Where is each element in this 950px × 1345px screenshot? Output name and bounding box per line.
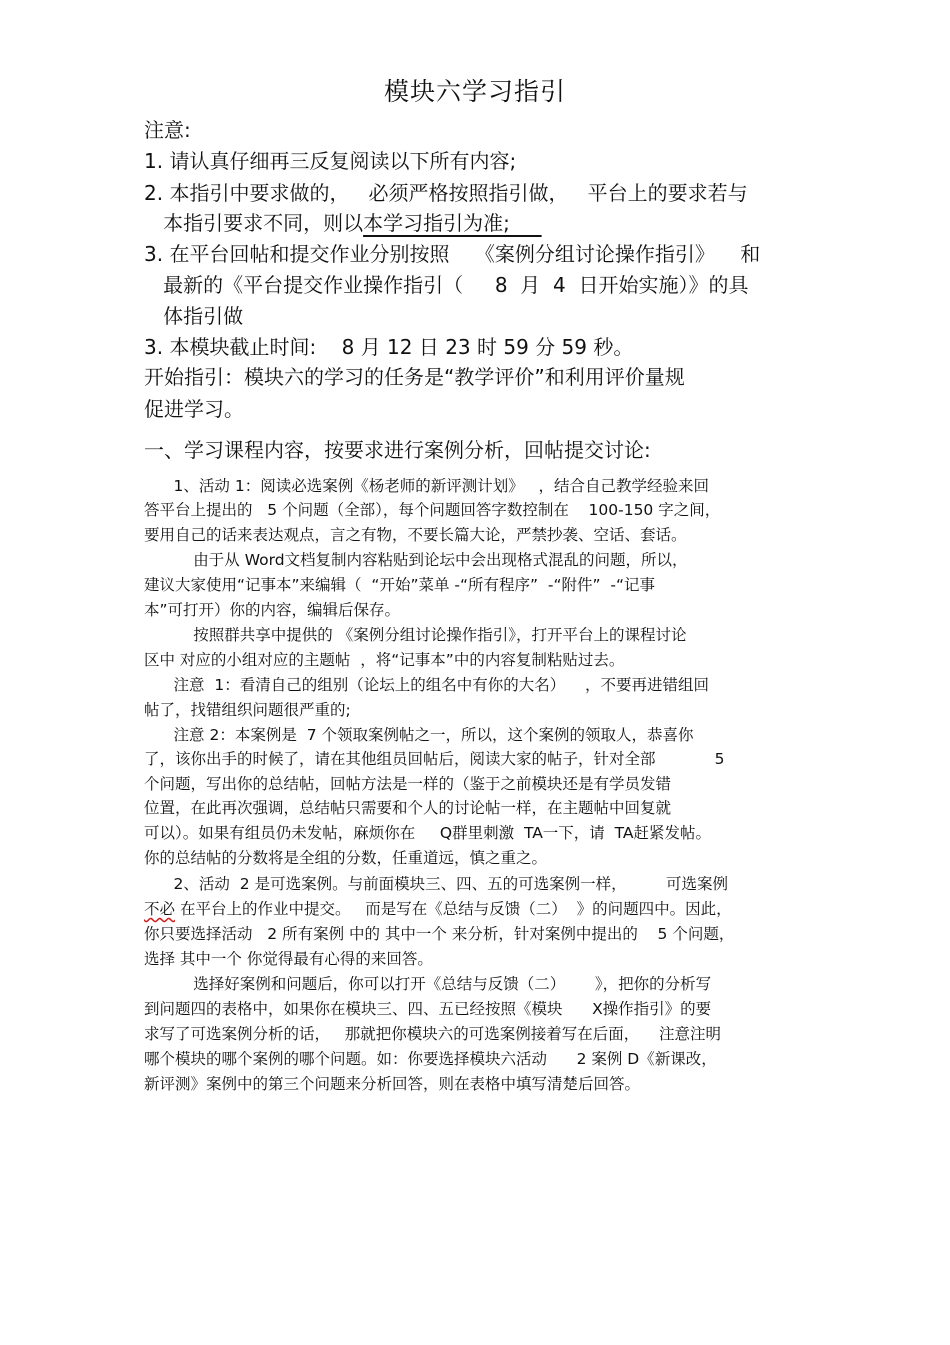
body-line: 2、活动 2 是可选案例。与前面模块三、四、五的可选案例一样， 可选案例 (144, 875, 728, 893)
notice-item-3-line-2: 最新的《平台提交作业操作指引（ 8 月 4 日开始实施）》的具 (144, 273, 749, 297)
body-line: 到问题四的表格中，如果你在模块三、四、五已经按照《模块 X操作指引》的要 (144, 1000, 712, 1018)
notice-item-3-line-3: 体指引做 (144, 304, 244, 328)
body-line: 注意 1：看清自己的组别（论坛上的组名中有你的大名） ，不要再进错组回 (144, 676, 709, 694)
notice-item-2-line-2 (144, 213, 542, 233)
section-1-heading: 一、学习课程内容，按要求进行案例分析，回帖提交讨论: (144, 438, 651, 462)
notice-item-1: 1. 请认真仔细再三反复阅读以下所有内容; (144, 149, 517, 173)
notice-item-4: 3. 本模块截止时间: 8 月 12 日 23 时 59 分 59 秒。 (144, 335, 634, 359)
notice-heading: 注意: (144, 118, 191, 142)
body-line: 建议大家使用“记事本”来编辑（ “开始”菜单 -“所有程序” -“附件” -“记事 (144, 576, 656, 594)
body-line: 个问题，写出你的总结帖，回帖方法是一样的（鉴于之前模块还是有学员发错 (144, 775, 672, 793)
body-line: 你只要选择活动 2 所有案例 中的 其中一个 来分析，针对案例中提出的 5 个问题， (144, 925, 735, 943)
body-line: 由于从 Word文档复制内容粘贴到论坛中会出现格式混乱的问题，所以， (144, 551, 688, 569)
notice-item-3-line-1: 3. 在平台回帖和提交作业分别按照 《案例分组讨论操作指引》 和 (144, 242, 761, 266)
body-line: 帖了，找错组织问题很严重的; (144, 701, 351, 719)
body-line: 选择 其中一个 你觉得最有心得的来回答。 (144, 950, 433, 968)
body-line: 可以）。如果有组员仍未发帖，麻烦你在 Q群里刺激 TA一下，请 TA赶紧发帖。 (144, 824, 712, 842)
notice-item-2-underlined: 本学习指引为准; (363, 211, 542, 235)
body-line: 了，该你出手的时候了，请在其他组员回帖后，阅读大家的帖子，针对全部 5 (144, 750, 725, 768)
body-line: 你的总结帖的分数将是全组的分数，任重道远，慎之重之。 (144, 849, 548, 867)
body-line: 按照群共享中提供的 《案例分组讨论操作指引》，打开平台上的课程讨论 (144, 626, 687, 644)
body-line: 哪个模块的哪个案例的哪个问题。如：你要选择模块六活动 2 案例 D《新课改， (144, 1050, 717, 1068)
body-line (144, 902, 732, 918)
notice-item-2-text: 本指引要求不同，则以 (144, 211, 364, 235)
body-line: 答平台上提出的 5 个问题（全部），每个问题回答字数控制在 100-150 字之间， (144, 501, 721, 519)
body-line: 注意 2：本案例是 7 个领取案例帖之一，所以，这个案例的领取人，恭喜你 (144, 726, 694, 744)
body-line: 新评测》案例中的第三个问题来分析回答，则在表格中填写清楚后回答。 (144, 1075, 641, 1093)
spellcheck-underlined-text: 不必 (144, 900, 176, 918)
document-title: 模块六学习指引 (383, 77, 566, 106)
body-line: 位置，在此再次强调，总结帖只需要和个人的讨论帖一样，在主题帖中回复就 (144, 799, 672, 817)
body-line: 1、活动 1：阅读必选案例《杨老师的新评测计划》 ，结合自己教学经验来回 (144, 477, 709, 495)
body-line: 区中 对应的小组对应的主题帖 ，将“记事本”中的内容复制粘贴过去。 (144, 651, 625, 669)
body-line: 求写了可选案例分析的话， 那就把你模块六的可选案例接着写在后面， 注意注明 (144, 1025, 721, 1043)
body-line: 本”可打开）你的内容，编辑后保存。 (144, 601, 401, 619)
start-guide-line-1: 开始指引：模块六的学习的任务是“教学评价”和利用评价量规 (144, 365, 685, 389)
body-line: 要用自己的话来表达观点，言之有物，不要长篇大论，严禁抄袭、空话、套话。 (144, 526, 687, 544)
start-guide-line-2: 促进学习。 (144, 397, 244, 421)
notice-item-2-line-1: 2. 本指引中要求做的， 必须严格按照指引做， 平台上的要求若与 (144, 181, 748, 205)
body-line: 选择好案例和问题后，你可以打开《总结与反馈（二） 》，把你的分析写 (144, 975, 712, 993)
body-text: 在平台上的作业中提交。 而是写在《总结与反馈（二） 》的问题四中。因此， (175, 900, 732, 918)
